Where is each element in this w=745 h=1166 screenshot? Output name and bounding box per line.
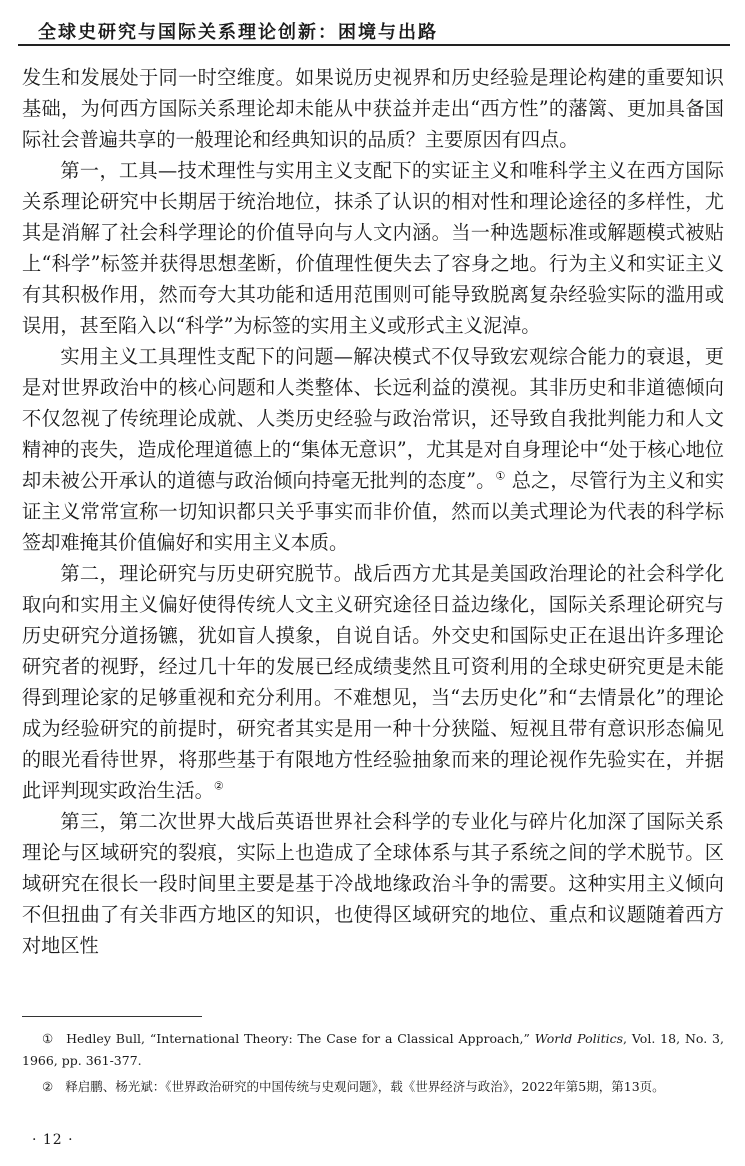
footnotes bbox=[22, 1028, 724, 1102]
paragraph-third-point: 第三，第二次世界大战后英语世界社会科学的专业化与碎片化加深了国际关系理论与区域研究的裂痕，实际上也造成了全球体系与其子系统之间的学术脱节。区域研究在很长一段时间里主要是基于冷战地缘政治斗争的需要。这种实用主义倾向不但扭曲了有关非西方地区的知识，也使得区域研究的地位、重点和议题随着西方对地区性 bbox=[22, 810, 724, 957]
footnote-mark: ① bbox=[42, 1031, 55, 1046]
footnote-text: 释启鹏、杨光斌：《世界政治研究的中国传统与史观问题》，载《世界经济与政治》，2022年第5期，第13页。 bbox=[65, 1079, 665, 1094]
running-title: 全球史研究与国际关系理论创新：困境与出路 bbox=[38, 22, 438, 43]
body-text bbox=[22, 62, 724, 961]
footnote-divider bbox=[22, 1016, 202, 1017]
paragraph-second-point bbox=[22, 558, 724, 806]
running-header bbox=[18, 12, 730, 46]
footnote-journal: World Politics bbox=[534, 1031, 624, 1046]
page-number: · 12 · bbox=[32, 1132, 74, 1148]
footnote-text: Hedley Bull, “International Theory: The Case for a Classical Approach,” bbox=[66, 1031, 535, 1046]
footnote-reference-1[interactable]: ① bbox=[495, 469, 506, 483]
paragraph-pragmatism bbox=[22, 341, 724, 558]
footnote-1 bbox=[22, 1028, 724, 1072]
paragraph-continuation: 发生和发展处于同一时空维度。如果说历史视界和历史经验是理论构建的重要知识基础，为何西方国际关系理论却未能从中获益并走出“西方性”的藩篱、更加具备国际社会普遍共享的一般理论和经典知识的品质？主要原因有四点。 bbox=[22, 66, 724, 151]
paragraph-text: 实用主义工具理性支配下的问题—解决模式不仅导致宏观综合能力的衰退，更是对世界政治中的核心问题和人类整体、长远利益的漠视。其非历史和非道德倾向不仅忽视了传统理论成就、人类历史经验与政治常识，还导致自我批判能力和人文精神的丧失，造成伦理道德上的“集体无意识”，尤其是对自身理论中“处于核心地位却未被公开承认的道德与政治倾向持毫无批判的态度”。 bbox=[22, 345, 724, 492]
footnote-reference-2[interactable]: ② bbox=[213, 779, 224, 793]
footnote-text: , Vol. 18, No. 3, 1966, pp. 361-377. bbox=[22, 1031, 724, 1068]
paragraph-text: 第二，理论研究与历史研究脱节。战后西方尤其是美国政治理论的社会科学化取向和实用主义偏好使得传统人文主义研究途径日益边缘化，国际关系理论研究与历史研究分道扬镳，犹如盲人摸象，自说自话。外交史和国际史正在退出许多理论研究者的视野，经过几十年的发展已经成绩斐然且可资利用的全球史研究更是未能得到理论家的足够重视和充分利用。不难想见，当“去历史化”和“去情景化”的理论成为经验研究的前提时，研究者其实是用一种十分狭隘、短视且带有意识形态偏见的眼光看待世界，将那些基于有限地方性经验抽象而来的理论视作先验实在，并据此评判现实政治生活。 bbox=[22, 562, 724, 802]
paragraph-first-point: 第一，工具—技术理性与实用主义支配下的实证主义和唯科学主义在西方国际关系理论研究中长期居于统治地位，抹杀了认识的相对性和理论途径的多样性，尤其是消解了社会科学理论的价值导向与人文内涵。当一种选题标准或解题模式被贴上“科学”标签并获得思想垄断，价值理性便失去了容身之地。行为主义和实证主义有其积极作用，然而夸大其功能和适用范围则可能导致脱离复杂经验实际的滥用或误用，甚至陷入以“科学”为标签的实用主义或形式主义泥淖。 bbox=[22, 159, 724, 337]
footnote-mark: ② bbox=[42, 1079, 54, 1094]
footnote-2 bbox=[22, 1076, 724, 1098]
paragraph-text: 总之，尽管行为主义和实证主义常常宣称一切知识都只关乎事实而非价值，然而以美式理论为代表的科学标签却难掩其价值偏好和实用主义本质。 bbox=[22, 469, 725, 554]
